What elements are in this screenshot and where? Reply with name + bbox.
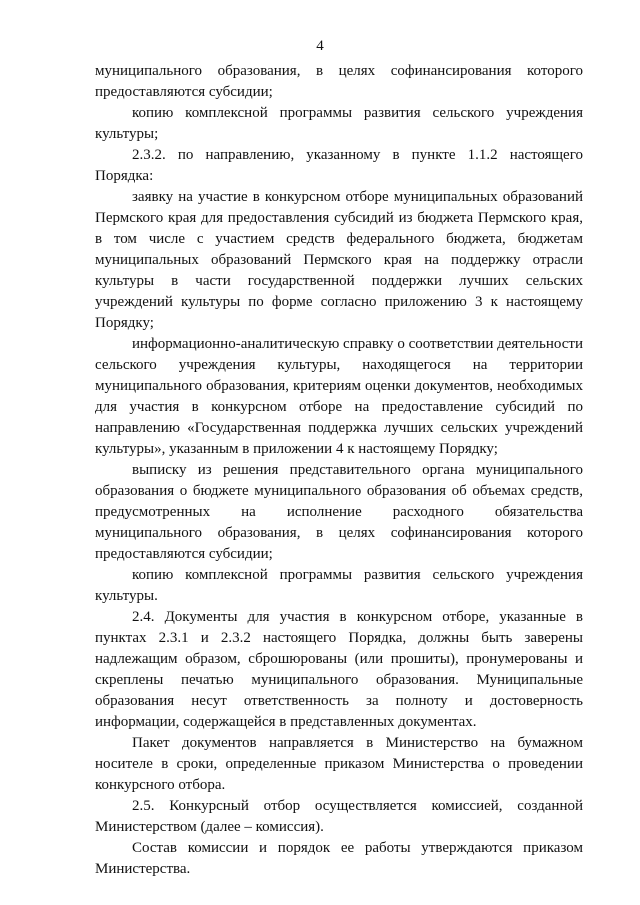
document-body bbox=[95, 61, 583, 880]
paragraph-budget-extract: выписку из решения представительного органа муниципального образования о бюджете муниципального образования об объемах средств, предусмотренных на исполнение расходного обязательства муниципального образования, в целях софинансирования которого предоставляются субсидии; bbox=[95, 462, 583, 562]
paragraph-analytic-note: информационно-аналитическую справку о соответствии деятельности сельского учреждения культуры, находящегося на территории муниципального образования, критериям оценки документов, необходимых для участия в конкурсном отборе на предоставление субсидий по направлению «Государственная поддержка лучших сельских учреждений культуры», указанным в приложении 4 к настоящему Порядку; bbox=[95, 336, 583, 457]
paragraph-program-copy-2: копию комплексной программы развития сельского учреждения культуры. bbox=[95, 567, 583, 604]
paragraph-program-copy-1: копию комплексной программы развития сельского учреждения культуры; bbox=[95, 105, 583, 142]
paragraph-commission: Состав комиссии и порядок ее работы утверждаются приказом Министерства. bbox=[95, 840, 583, 877]
paragraph-application: заявку на участие в конкурсном отборе муниципальных образований Пермского края для предоставления субсидий из бюджета Пермского края, в том числе с участием средств федерального бюджета, бюджетам муниципальных образований Пермского края на поддержку отрасли культуры в части государственной поддержки лучших сельских учреждений культуры по форме согласно приложению 3 к настоящему Порядку; bbox=[95, 189, 583, 331]
paragraph-2-4: 2.4. Документы для участия в конкурсном отборе, указанные в пунктах 2.3.1 и 2.3.2 настоящего Порядка, должны быть заверены надлежащим образом, сброшюрованы (или прошиты), пронумерованы и скреплены печатью муниципального образования. Муниципальные образования несут ответственность за полноту и достоверность информации, содержащейся в представленных документах. bbox=[95, 609, 583, 730]
paragraph-2-5: 2.5. Конкурсный отбор осуществляется комиссией, созданной Министерством (далее – комиссия). bbox=[95, 798, 583, 835]
page-number: 4 bbox=[316, 38, 324, 54]
paragraph-continuation: муниципального образования, в целях софинансирования которого предоставляются субсидии; bbox=[95, 63, 583, 100]
paragraph-2-3-2: 2.3.2. по направлению, указанному в пункте 1.1.2 настоящего Порядка: bbox=[95, 147, 583, 184]
paragraph-package: Пакет документов направляется в Министерство на бумажном носителе в сроки, определенные приказом Министерства о проведении конкурсного отбора. bbox=[95, 735, 583, 793]
